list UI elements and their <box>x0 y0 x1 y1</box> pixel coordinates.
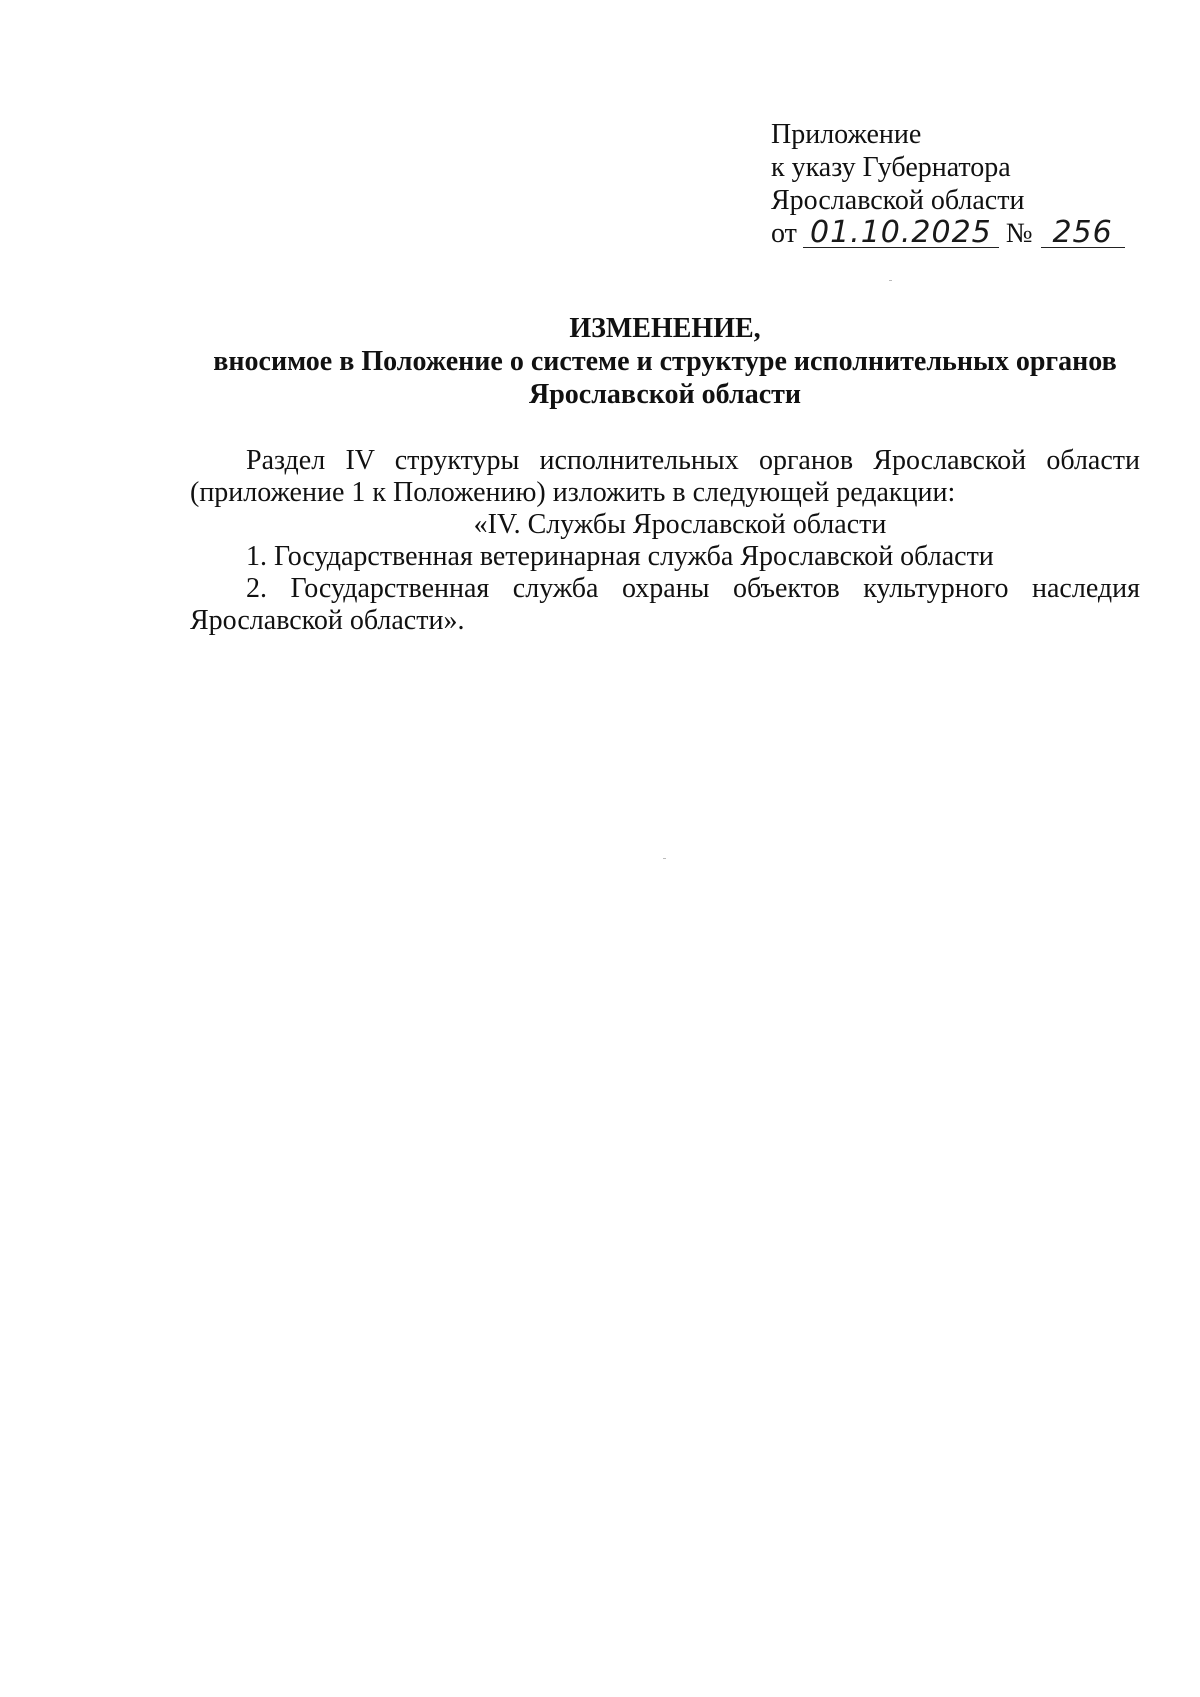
paragraph-1-line-1: Раздел IV структуры исполнительных органов Ярославской области <box>246 445 1140 476</box>
section-heading: «IV. Службы Ярославской области <box>473 509 887 540</box>
appendix-line-2: к указу Губернатора <box>771 152 1011 183</box>
paragraph-1-line-2: (приложение 1 к Положению) изложить в следующей редакции: <box>190 477 956 508</box>
scan-speck <box>889 280 892 281</box>
title-subheading-line-1: вносимое в Положение о системе и структуре исполнительных органов <box>213 346 1117 377</box>
handwritten-number: 256 <box>1041 219 1125 248</box>
document-title <box>190 312 1140 411</box>
list-item-2-line-1: 2. Государственная служба охраны объектов культурного наследия <box>246 573 1140 604</box>
title-heading: ИЗМЕНЕНИЕ, <box>569 313 761 344</box>
appendix-line-1: Приложение <box>771 119 922 150</box>
appendix-date-row <box>771 217 1131 250</box>
handwritten-date: 01.10.2025 <box>803 219 999 248</box>
number-sign: № <box>1005 218 1033 249</box>
date-prefix: от <box>771 218 797 249</box>
document-body <box>190 445 1140 637</box>
title-subheading-line-2: Ярославской области <box>528 379 802 410</box>
list-item-2-line-2: Ярославской области». <box>190 605 465 636</box>
appendix-block <box>771 118 1131 250</box>
appendix-line-3: Ярославской области <box>771 185 1025 216</box>
list-item-1: 1. Государственная ветеринарная служба Ярославской области <box>246 541 994 572</box>
scan-speck <box>663 858 666 859</box>
